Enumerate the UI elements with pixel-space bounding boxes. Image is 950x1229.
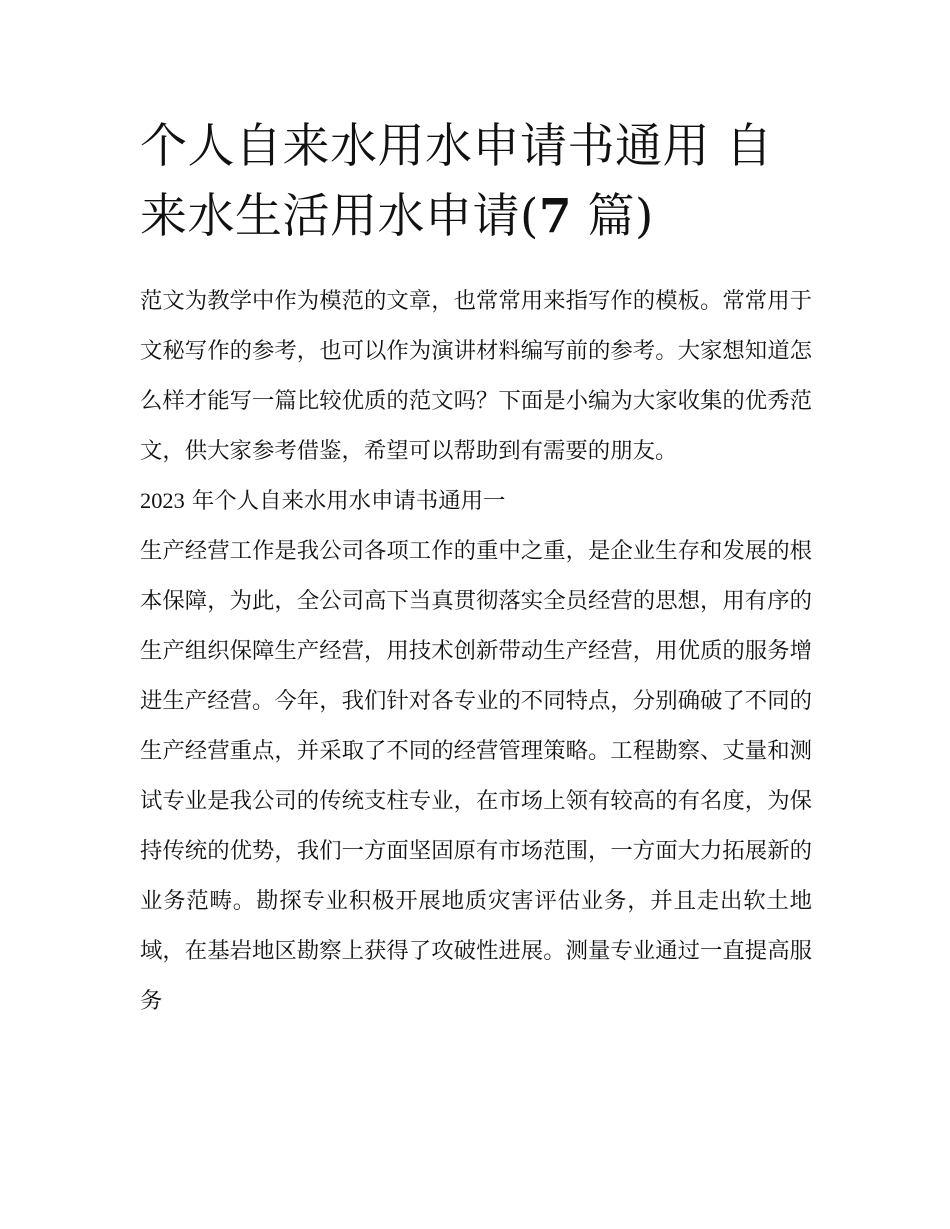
section-heading-year: 2023 [140, 488, 185, 513]
section-heading [140, 476, 812, 526]
document-content [140, 112, 812, 1026]
section-heading-text: 年个人自来水用水申请书通用一 [184, 488, 506, 514]
title-main-text: 个人自来水用水申请书通用 自来水生活用水申请( [140, 119, 773, 244]
body-paragraph: 生产经营工作是我公司各项工作的重中之重，是企业生存和发展的根本保障，为此，全公司高下当真贯彻落实全员经营的思想，用有序的生产组织保障生产经营，用技术创新带动生产经营，用优质的服务增进生产经营。今年，我们针对各专业的不同特点，分别确破了不同的生产经营重点，并采取了不同的经营管理策略。工程勘察、丈量和测试专业是我公司的传统支柱专业，在市场上领有较高的有名度，为保持传统的优势，我们一方面坚固原有市场范围，一方面大力拓展新的业务范畴。勘探专业积极开展地质灾害评估业务，并且走出软土地域，在基岩地区勘察上获得了攻破性进展。测量专业通过一直提高服务 [140, 538, 812, 1014]
title-tail-text: 篇) [572, 189, 654, 244]
intro-paragraph: 范文为教学中作为模范的文章，也常常用来指写作的模板。常常用于文秘写作的参考，也可以作为演讲材料编写前的参考。大家想知道怎么样才能写一篇比较优质的范文吗？下面是小编为大家收集的优秀范文，供大家参考借鉴，希望可以帮助到有需要的朋友。 [140, 288, 812, 464]
document-title [140, 112, 812, 252]
title-count: 7 [538, 189, 573, 244]
